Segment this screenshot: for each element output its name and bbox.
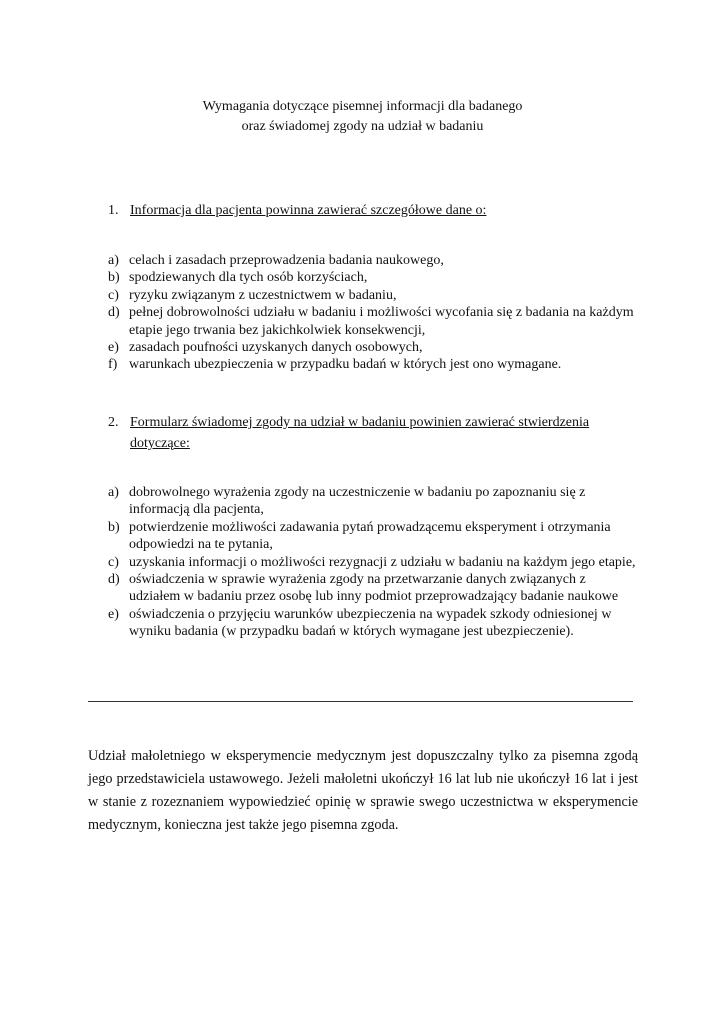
horizontal-divider — [88, 701, 633, 702]
list-item-text: ryzyku związanym z uczestnictwem w badaniu, — [129, 287, 397, 303]
list-item — [108, 304, 638, 339]
list-item-text: warunkach ubezpieczenia w przypadku badań w których jest ono wymagane. — [129, 357, 562, 373]
list-marker: b) — [108, 519, 120, 535]
list-marker: d) — [108, 305, 120, 321]
list-item — [108, 339, 638, 356]
title-line-1: Wymagania dotyczące pisemnej informacji dla badanego — [202, 99, 523, 114]
list-item-text: dobrowolnego wyrażenia zgody na uczestniczenie w badaniu po zapoznaniu się z informacją dla pacjenta, — [129, 485, 586, 518]
list-item — [108, 356, 638, 373]
list-item-text: celach i zasadach przeprowadzenia badania naukowego, — [129, 253, 444, 268]
list-item-text: uzyskania informacji o możliwości rezygnacji z udziału w badaniu na każdym jego etapie, — [129, 554, 636, 570]
section-1-list — [108, 252, 638, 374]
section-1-number: 1. — [108, 203, 119, 218]
list-marker: c) — [108, 287, 119, 303]
list-item — [108, 571, 638, 606]
list-marker: a) — [108, 485, 119, 500]
list-marker: f) — [108, 357, 118, 373]
section-2-number: 2. — [108, 415, 119, 430]
section-2-list — [108, 484, 638, 641]
list-marker: e) — [108, 340, 119, 356]
list-item — [108, 519, 638, 554]
closing-paragraph: Udział małoletniego w eksperymencie medycznym jest dopuszczalny tylko za pisemna zgodą jego przedstawiciela ustawowego. Jeżeli małoletni ukończył 16 lat lub nie ukończył 16 lat i jest w stanie z rozeznaniem wypowiedzieć opinię w sprawie swego uczestnictwa w eksperymencie medycznym, konieczna jest także jego pisemna zgoda. — [88, 748, 638, 833]
list-marker: d) — [108, 572, 120, 588]
section-1-heading-text: Informacja dla pacjenta powinna zawierać szczegółowe dane o: — [130, 203, 487, 218]
section-2-heading-text: Formularz świadomej zgody na udział w badaniu powinien zawierać stwierdzenia dotyczące: — [130, 415, 590, 451]
list-marker: a) — [108, 253, 119, 268]
list-marker: e) — [108, 606, 119, 622]
list-item-text: pełnej dobrowolności udziału w badaniu i możliwości wycofania się z badania na każdym etapie jego trwania bez jakichkolwiek konsekwencji, — [129, 305, 634, 338]
list-item — [108, 269, 638, 286]
list-item — [108, 554, 638, 571]
list-item-text: oświadczenia o przyjęciu warunków ubezpieczenia na wypadek szkody odniesionej w wyniku badania (w przypadku badań w których wymagane jest ubezpieczenie). — [129, 606, 612, 640]
list-item-text: oświadczenia w sprawie wyrażenia zgody na przetwarzanie danych związanych z udziałem w badaniu przez osobę lub inny podmiot przeprowadzający badanie naukowe — [129, 572, 619, 605]
list-marker: c) — [108, 554, 119, 570]
list-item-text: potwierdzenie możliwości zadawania pytań prowadzącemu eksperyment i otrzymania odpowiedzi na te pytania, — [129, 519, 611, 553]
document-title — [0, 97, 725, 137]
list-marker: b) — [108, 270, 120, 286]
list-item-text: zasadach poufności uzyskanych danych osobowych, — [129, 340, 423, 356]
list-item-text: spodziewanych dla tych osób korzyściach, — [129, 270, 368, 286]
list-item — [108, 606, 638, 641]
title-line-2: oraz świadomej zgody na udział w badaniu — [241, 119, 484, 134]
list-item — [108, 287, 638, 304]
list-item — [108, 252, 638, 269]
list-item — [108, 484, 638, 519]
